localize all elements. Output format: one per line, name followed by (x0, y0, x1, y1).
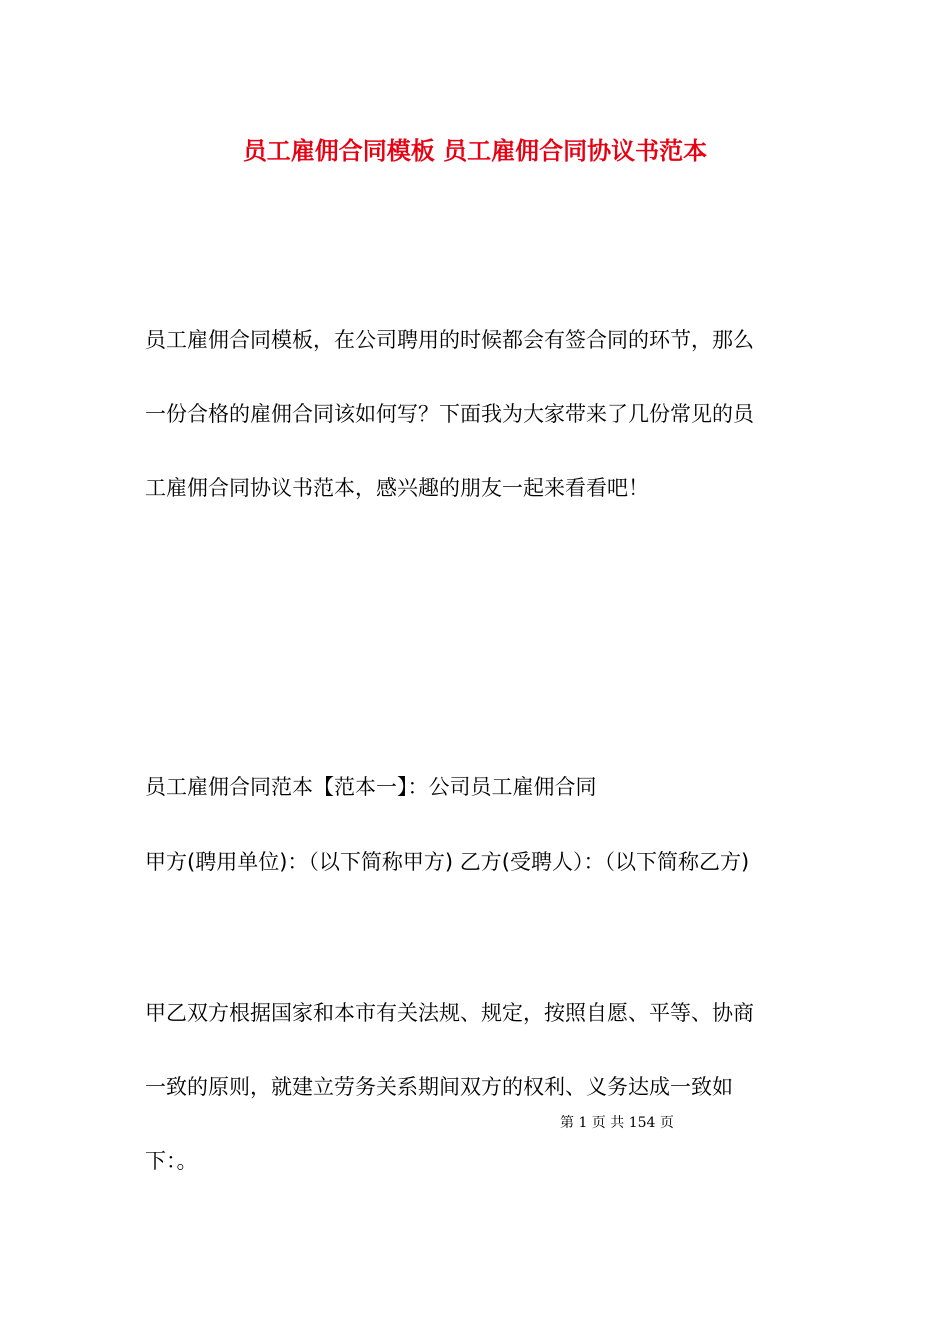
intro-line: 工雇佣合同协议书范本，感兴趣的朋友一起来看看吧！ (145, 476, 649, 500)
body-line: 下：。 (145, 1149, 198, 1173)
page-number-footer: 第 1 页 共 154 页 (560, 1115, 674, 1131)
intro-line: 一份合格的雇佣合同该如何写？下面我为大家带来了几份常见的员 (145, 402, 754, 426)
section-heading (145, 767, 810, 841)
body-line: 甲乙双方根据国家和本市有关法规、规定，按照自愿、平等、协商 (145, 1001, 754, 1025)
intro-line: 员工雇佣合同模板，在公司聘用的时候都会有签合同的环节，那么 (145, 328, 754, 352)
parties-paragraph (145, 842, 810, 916)
parties-line: 甲方(聘用单位)：（以下简称甲方) 乙方(受聘人）：（以下简称乙方) (145, 850, 750, 874)
document-title: 员工雇佣合同模板 员工雇佣合同协议书范本 (242, 137, 708, 165)
section-heading-text: 员工雇佣合同范本【范本一】：公司员工雇佣合同 (145, 775, 597, 799)
body-line: 一致的原则，就建立劳务关系期间双方的权利、义务达成一致如 (145, 1075, 733, 1099)
body-paragraph (145, 993, 810, 1215)
intro-paragraph (145, 320, 810, 542)
